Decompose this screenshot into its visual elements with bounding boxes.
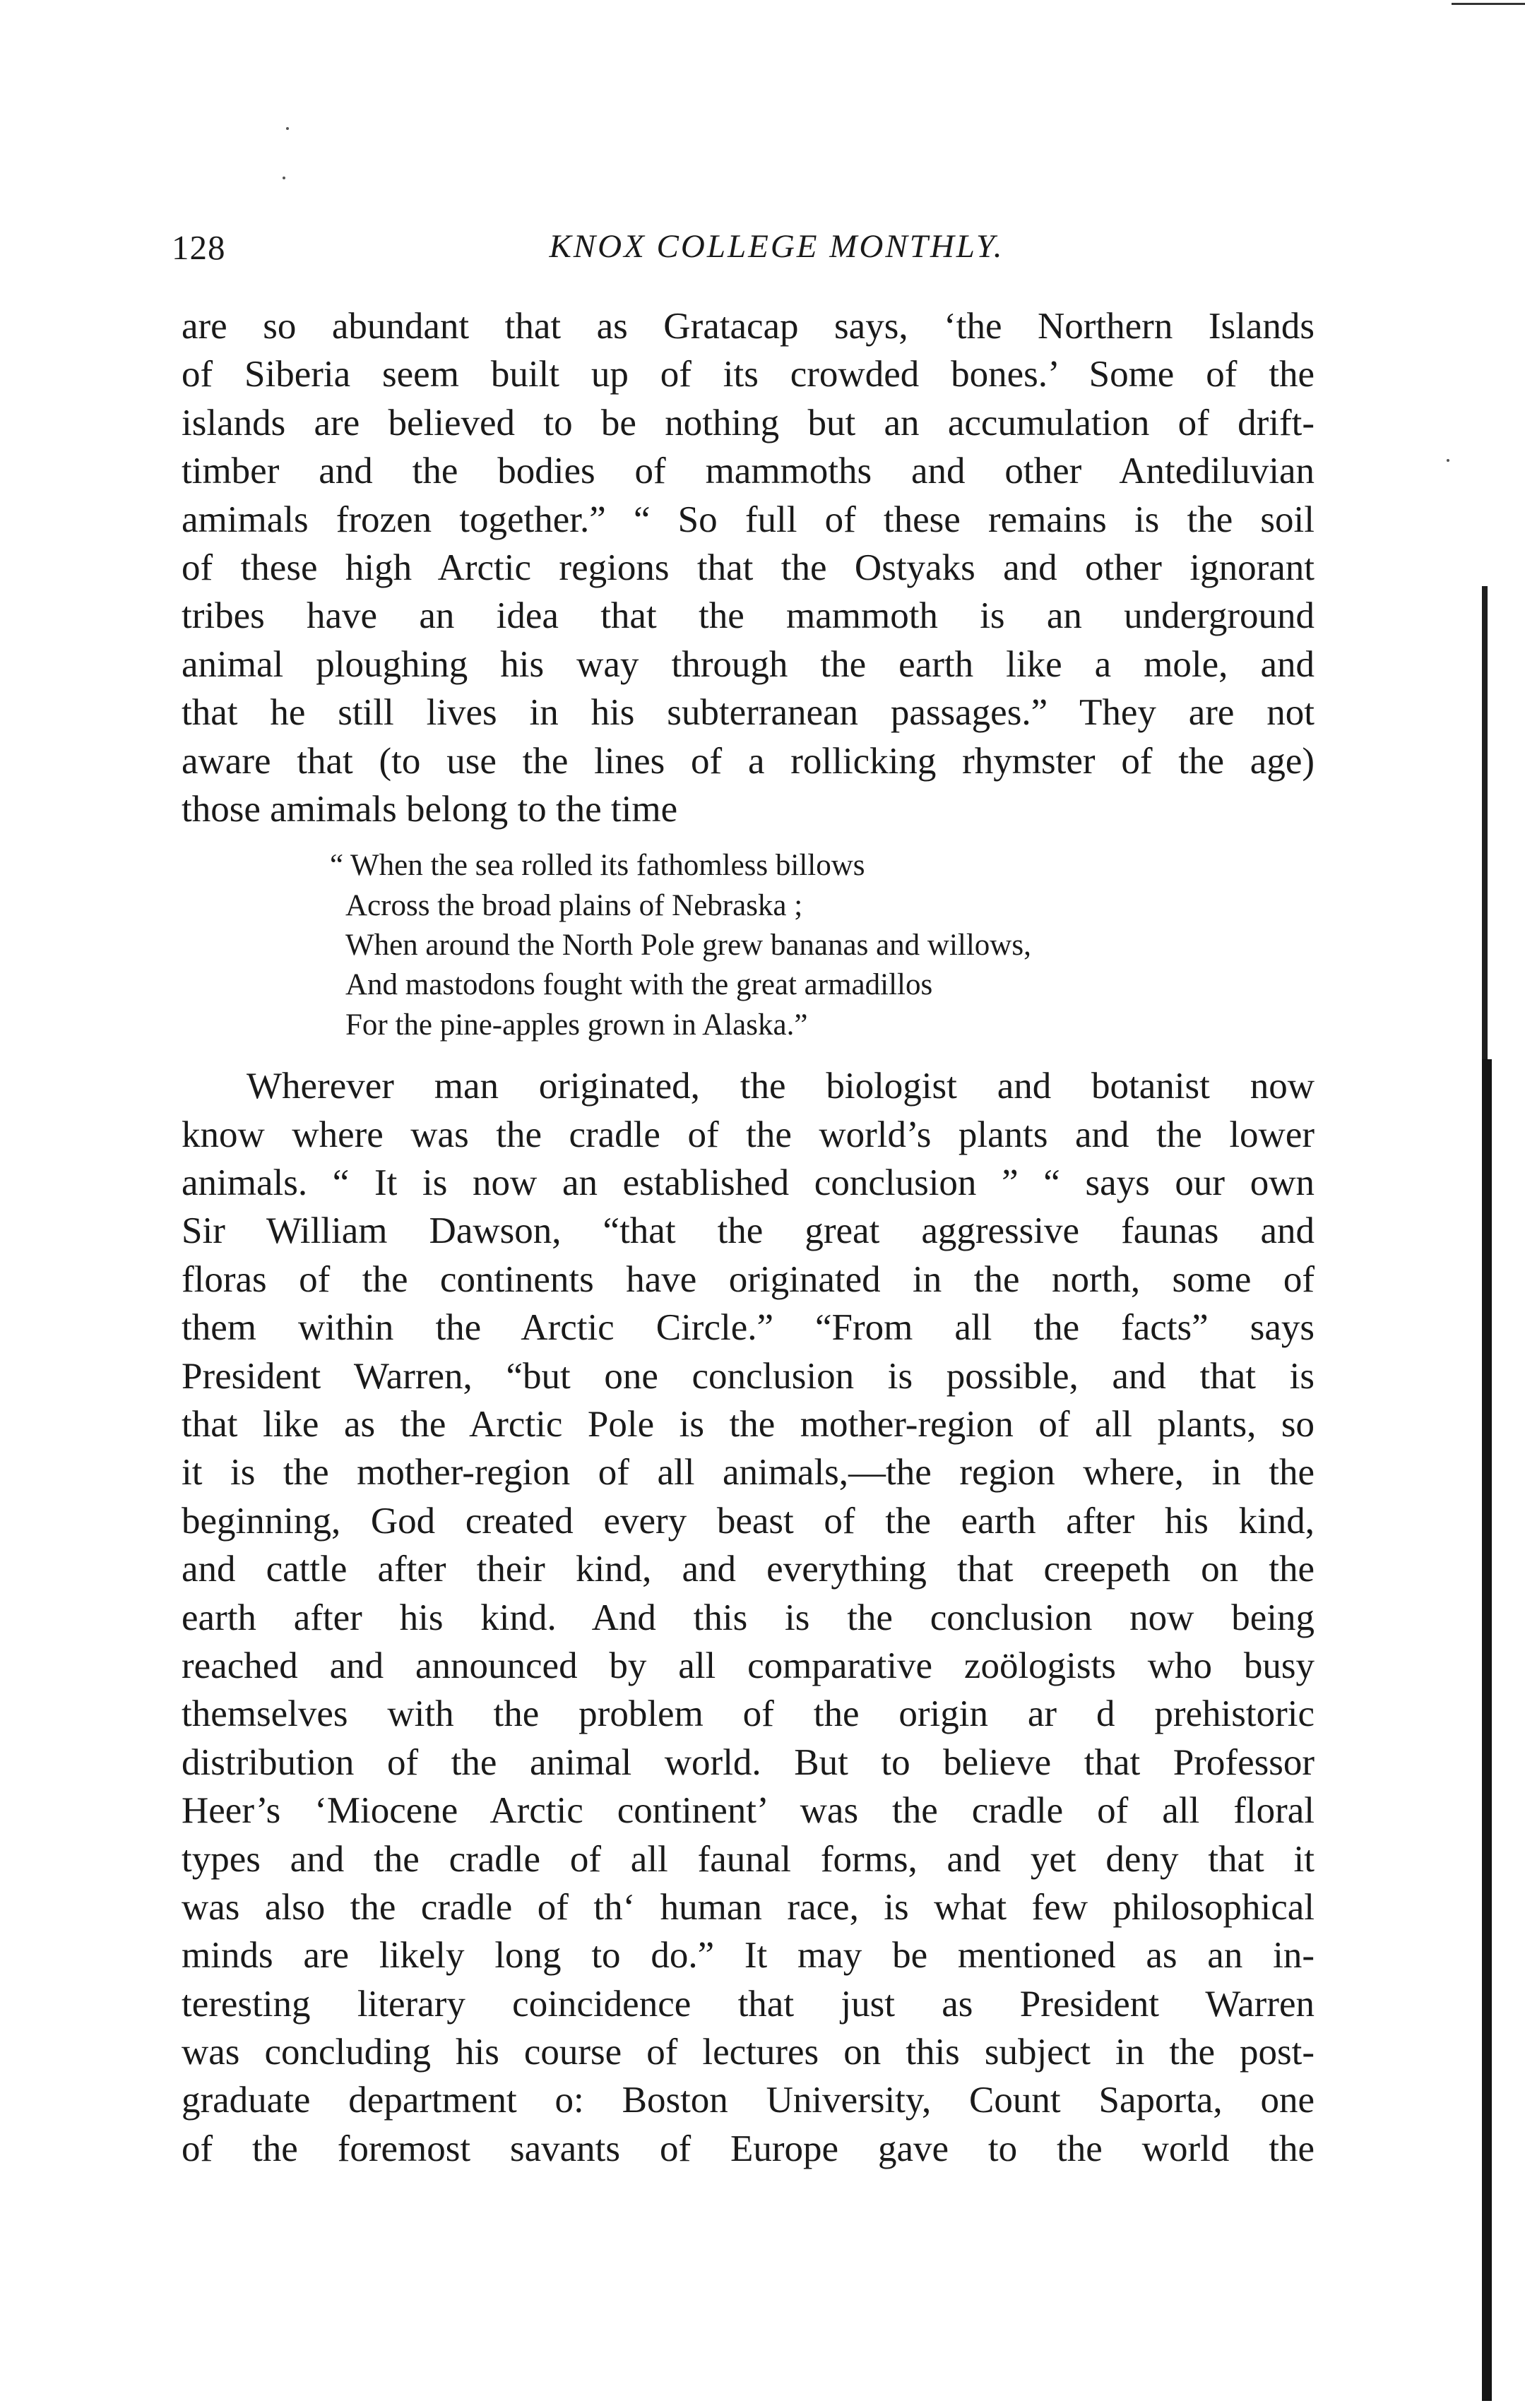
text-line: reached and announced by all comparative zoölogists who busy [182,1645,1315,1686]
text-line: beginning, God created every beast of the earth after his kind, [182,1500,1315,1542]
text-line: animals. “ It is now an established conclusion ” “ says our own [182,1162,1315,1204]
text-line: teresting literary coincidence that just as President Warren [182,1983,1315,2025]
text-line: Heer’s ‘Miocene Arctic continent’ was the cradle of all floral [182,1790,1315,1832]
text-line: was concluding his course of lectures on this subject in the post- [182,2032,1315,2073]
running-title: KNOX COLLEGE MONTHLY. [549,228,1004,265]
verse-line: For the pine-apples grown in Alaska.” [345,1008,808,1042]
text-line: distribution of the animal world. But to believe that Professor [182,1741,1315,1783]
text-line: earth after his kind. And this is the conclusion now being [182,1597,1315,1638]
paragraph-2 [182,1062,1315,2173]
text-line: are so abundant that as Gratacap says, ‘the Northern Islands [182,306,1315,347]
text-line: it is the mother-region of all animals,—the region where, in the [182,1452,1315,1494]
text-line: of Siberia seem built up of its crowded bones.’ Some of the [182,354,1315,395]
text-line: that like as the Arctic Pole is the mother-region of all plants, so [182,1403,1315,1445]
scan-speck [286,127,289,130]
text-line: islands are believed to be nothing but an accumulation of drift- [182,402,1315,443]
verse-quotation [330,846,1319,1045]
text-line: tribes have an idea that the mammoth is an underground [182,595,1315,637]
text-line: that he still lives in his subterranean passages.” They are not [182,692,1315,734]
text-line: and cattle after their kind, and everything that creepeth on the [182,1549,1315,1590]
text-line: those amimals belong to the time [182,788,678,830]
text-line: know where was the cradle of the world’s plants and the lower [182,1114,1315,1155]
text-line: themselves with the problem of the origin ar d prehistoric [182,1693,1315,1735]
text-line: graduate department o: Boston University, Count Saporta, one [182,2080,1315,2121]
text-line: them within the Arctic Circle.” “From all the facts” says [182,1307,1315,1349]
verse-line: “ When the sea rolled its fathomless billows [330,849,865,883]
scan-edge-rule [1452,3,1525,5]
scan-speck [1447,459,1449,462]
verse-line: Across the broad plains of Nebraska ; [345,888,803,922]
scan-binding-shadow-thick [1482,1059,1492,2401]
text-line: minds are likely long to do.” It may be mentioned as an in- [182,1935,1315,1977]
text-line: President Warren, “but one conclusion is possible, and that is [182,1355,1315,1397]
text-line: was also the cradle of th‘ human race, is what few philosophical [182,1886,1315,1928]
verse-line: And mastodons fought with the great armadillos [345,968,933,1002]
text-column [182,302,1315,2173]
text-line: animal ploughing his way through the earth like a mole, and [182,643,1315,685]
text-line: aware that (to use the lines of a rollicking rhymster of the age) [182,740,1315,782]
text-line: Wherever man originated, the biologist and botanist now [247,1066,1315,1107]
text-line: of the foremost savants of Europe gave to the world the [182,2128,1315,2169]
text-line: types and the cradle of all faunal forms, and yet deny that it [182,1838,1315,1880]
verse-line: When around the North Pole grew bananas and willows, [345,929,1031,962]
text-line: floras of the continents have originated in the north, some of [182,1258,1315,1300]
scan-speck [283,177,285,179]
text-line: timber and the bodies of mammoths and other Antediluvian [182,451,1315,492]
page-number: 128 [172,228,226,267]
paragraph-1 [182,302,1315,833]
text-line: amimals frozen together.” “ So full of these remains is the soil [182,499,1315,540]
text-line: Sir William Dawson, “that the great aggressive faunas and [182,1210,1315,1252]
text-line: of these high Arctic regions that the Ostyaks and other ignorant [182,547,1315,588]
